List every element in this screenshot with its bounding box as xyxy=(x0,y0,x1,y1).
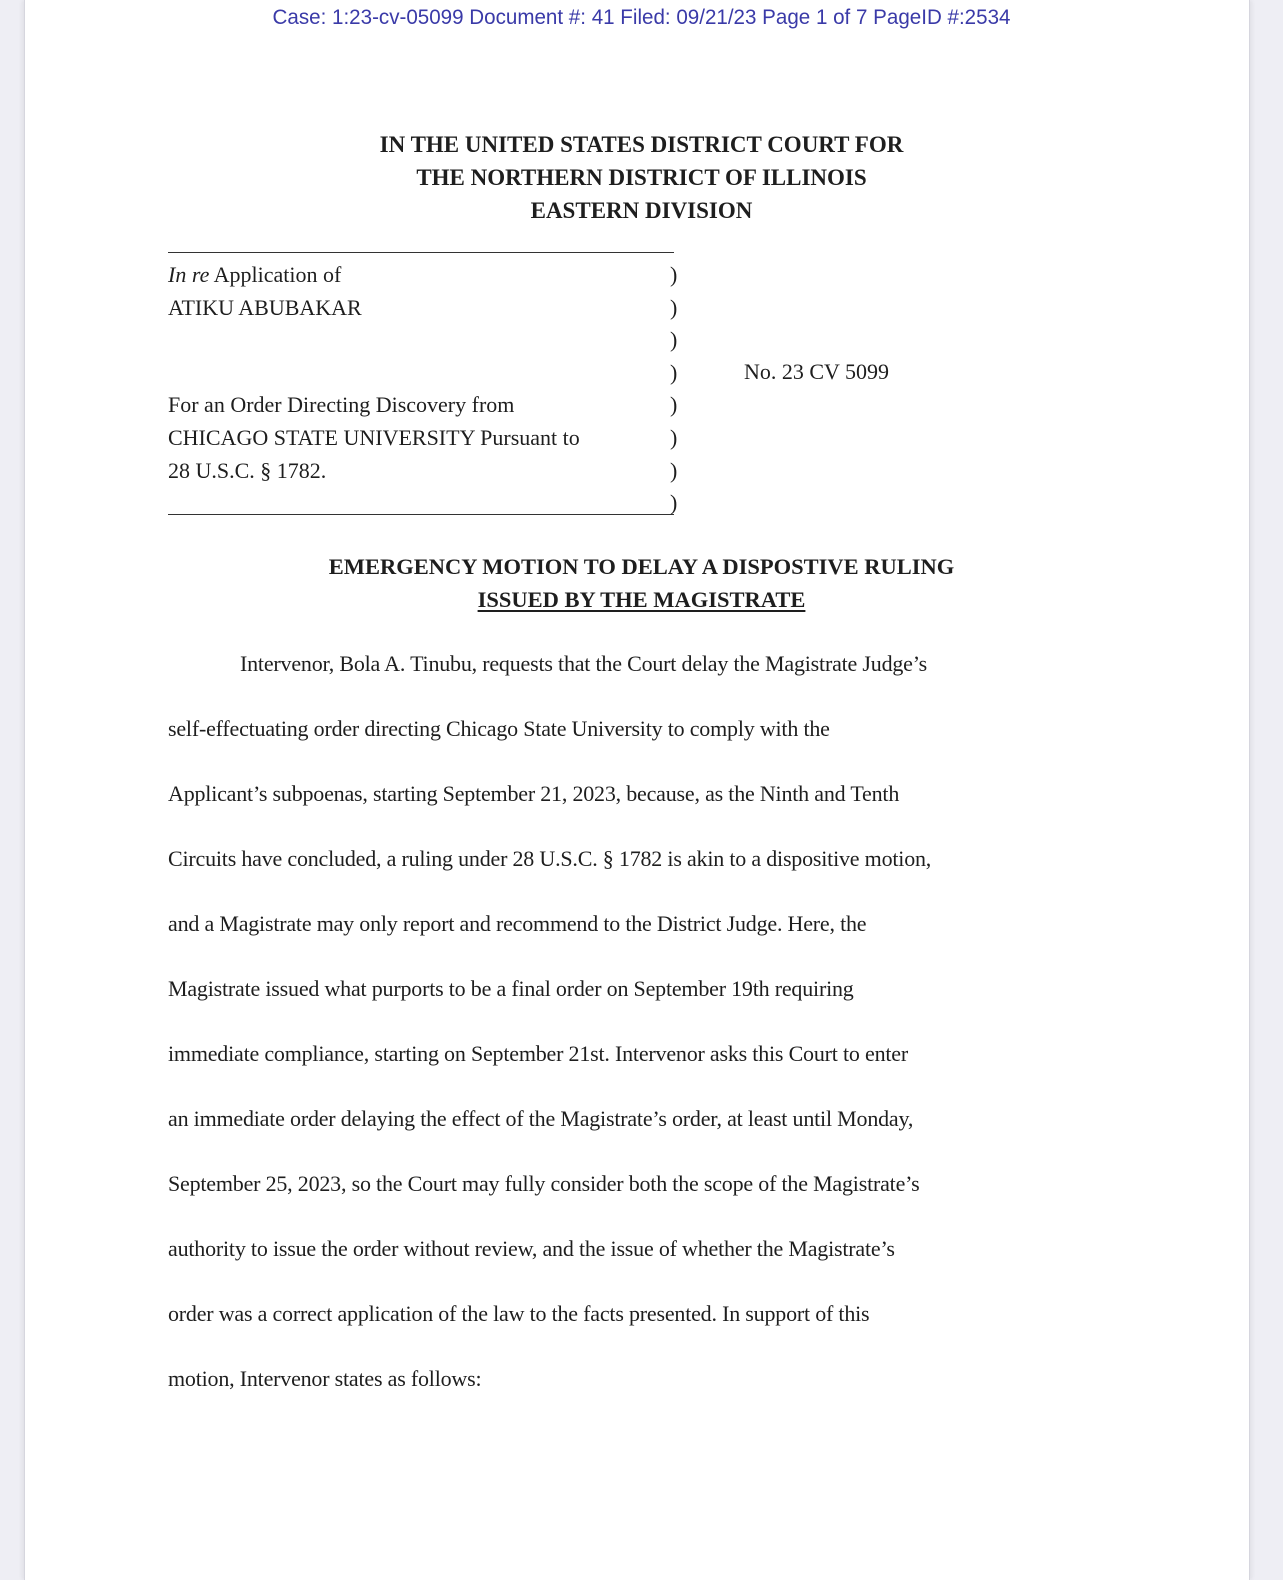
caption-applicant-block xyxy=(168,258,362,324)
body-line: authority to issue the order without review, and the issue of whether the Magistrate’s xyxy=(168,1236,895,1261)
body-line: Magistrate issued what purports to be a final order on September 19th requiring xyxy=(168,976,854,1001)
caption-order-line: 28 U.S.C. § 1782. xyxy=(168,458,327,483)
in-re-italic: In re xyxy=(168,262,210,287)
court-heading-line: THE NORTHERN DISTRICT OF ILLINOIS xyxy=(416,165,867,190)
caption-parentheses-column xyxy=(670,259,677,520)
court-heading xyxy=(0,128,1283,227)
caption-order-block xyxy=(168,388,580,487)
caption-bottom-rule xyxy=(168,514,674,515)
caption-paren: ) xyxy=(670,392,678,418)
caption-paren: ) xyxy=(670,490,678,516)
body-line: order was a correct application of the law to the facts presented. In support of this xyxy=(168,1301,870,1326)
caption-paren: ) xyxy=(670,457,678,483)
motion-title xyxy=(0,550,1283,616)
body-line: self-effectuating order directing Chicago State University to comply with the xyxy=(168,716,830,741)
caption-order-line: For an Order Directing Discovery from xyxy=(168,392,515,417)
court-heading-line: IN THE UNITED STATES DISTRICT COURT FOR xyxy=(379,132,904,157)
motion-title-line-underlined: ISSUED BY THE MAGISTRATE xyxy=(477,587,806,612)
body-line: an immediate order delaying the effect of the Magistrate’s order, at least until Monday, xyxy=(168,1106,914,1131)
caption-top-rule xyxy=(168,252,674,253)
caption-paren: ) xyxy=(670,262,678,287)
caption-paren: ) xyxy=(670,327,678,353)
body-line: and a Magistrate may only report and recommend to the District Judge. Here, the xyxy=(168,911,867,936)
ecf-case-header: Case: 1:23-cv-05099 Document #: 41 Filed: 09/21/23 Page 1 of 7 PageID #:2534 xyxy=(272,6,1011,29)
caption-paren: ) xyxy=(670,359,678,385)
body-line: motion, Intervenor states as follows: xyxy=(168,1366,482,1391)
case-number: No. 23 CV 5099 xyxy=(744,359,890,384)
caption-order-line: CHICAGO STATE UNIVERSITY Pursuant to xyxy=(168,425,580,450)
body-line: Circuits have concluded, a ruling under 28 U.S.C. § 1782 is akin to a dispositive motion, xyxy=(168,846,932,871)
body-line: September 25, 2023, so the Court may fully consider both the scope of the Magistrate’s xyxy=(168,1171,920,1196)
court-heading-line: EASTERN DIVISION xyxy=(530,198,753,223)
caption-paren: ) xyxy=(670,294,678,320)
application-of-text: Application of xyxy=(209,262,342,287)
applicant-name: ATIKU ABUBAKAR xyxy=(168,295,362,320)
caption-paren: ) xyxy=(670,424,678,450)
motion-title-line: EMERGENCY MOTION TO DELAY A DISPOSTIVE RULING xyxy=(328,554,955,579)
motion-body xyxy=(168,640,1108,1420)
body-line: Applicant’s subpoenas, starting September 21, 2023, because, as the Ninth and Tenth xyxy=(168,781,900,806)
body-line: immediate compliance, starting on September 21st. Intervenor asks this Court to enter xyxy=(168,1041,908,1066)
body-line: Intervenor, Bola A. Tinubu, requests that the Court delay the Magistrate Judge’s xyxy=(240,651,928,676)
caption-in-re-line xyxy=(168,258,362,291)
